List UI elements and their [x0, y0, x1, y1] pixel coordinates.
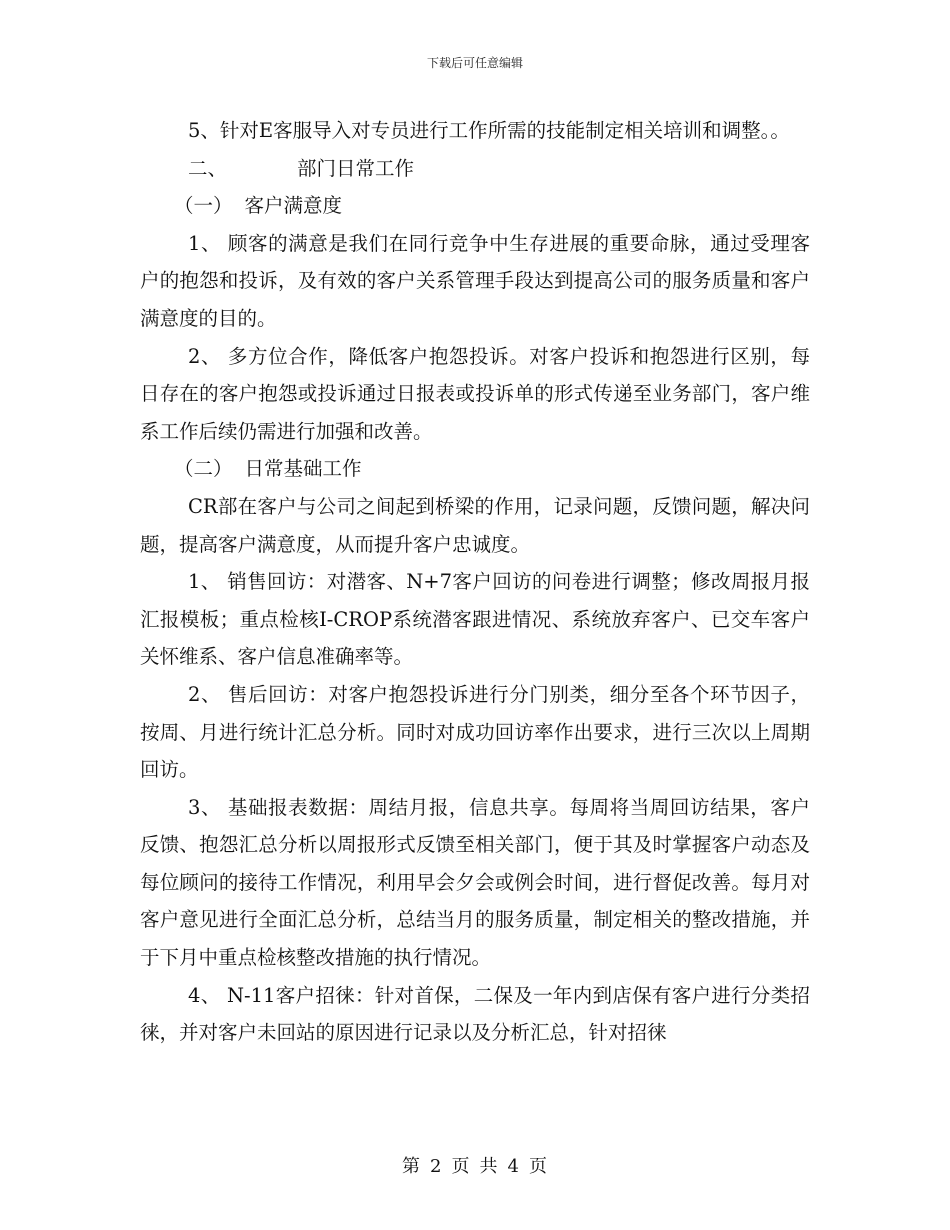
page-header-note: 下载后可任意编辑	[426, 56, 523, 70]
paragraph-basic-4: 4、 N-11客户招徕：针对首保，二保及一年内到店保有客户进行分类招徕，并对客户未回站的原因进行记录以及分析汇总，针对招徕	[140, 983, 810, 1045]
paragraph-satisfaction-1: 1、 顾客的满意是我们在同行竞争中生存进展的重要命脉，通过受理客户的抱怨和投诉，及有效的客户关系管理手段达到提高公司的服务质量和客户满意度的目的。	[140, 231, 810, 330]
subsection-number: （二）	[174, 457, 233, 481]
paragraph-cr-department: CR部在客户与公司之间起到桥梁的作用，记录问题，反馈问题，解决问题，提高客户满意度，从而提升客户忠诚度。	[140, 494, 810, 556]
document-body	[140, 112, 810, 1052]
subsection-number: （一）	[174, 194, 233, 218]
paragraph-basic-1: 1、 销售回访：对潜客、N+7客户回访的问卷进行调整；修改周报月报汇报模板；重点检核I-CROP系统潜客跟进情况、系统放弃客户、已交车客户关怀维系、客户信息准确率等。	[140, 570, 810, 669]
paragraph-basic-3: 3、 基础报表数据：周结月报，信息共享。每周将当周回访结果，客户反馈、抱怨汇总分析以周报形式反馈至相关部门，便于其及时掌握客户动态及每位顾问的接待工作情况，利用早会夕会或例会时间，进行督促改善。每月对客户意见进行全面汇总分析，总结当月的服务质量，制定相关的整改措施，并于下月中重点检核整改措施的执行情况。	[140, 795, 810, 970]
current-page-number: 2	[430, 1156, 443, 1177]
subsection-title: 客户满意度	[244, 194, 343, 218]
section-number: 二、	[188, 156, 228, 180]
subsection-heading-2	[140, 450, 810, 488]
section-heading-2	[140, 150, 810, 188]
footer-suffix: 页	[528, 1156, 548, 1177]
footer-total-label: 共	[479, 1156, 499, 1177]
paragraph-item-5: 5、针对E客服导入对专员进行工作所需的技能制定相关培训和调整。。	[188, 119, 790, 142]
subsection-heading-1	[140, 187, 810, 225]
total-pages-number: 4	[507, 1156, 520, 1177]
paragraph-satisfaction-2: 2、 多方位合作，降低客户抱怨投诉。对客户投诉和抱怨进行区别，每日存在的客户抱怨或投诉通过日报表或投诉单的形式传递至业务部门，客户维系工作后续仍需进行加强和改善。	[140, 344, 810, 443]
section-title: 部门日常工作	[297, 156, 415, 180]
page-footer	[0, 1152, 950, 1178]
paragraph-basic-2: 2、 售后回访：对客户抱怨投诉进行分门别类，细分至各个环节因子，按周、月进行统计汇总分析。同时对成功回访率作出要求，进行三次以上周期回访。	[140, 682, 810, 782]
footer-page-label: 页	[451, 1156, 471, 1177]
footer-prefix: 第	[402, 1156, 422, 1177]
subsection-title: 日常基础工作	[244, 457, 362, 481]
